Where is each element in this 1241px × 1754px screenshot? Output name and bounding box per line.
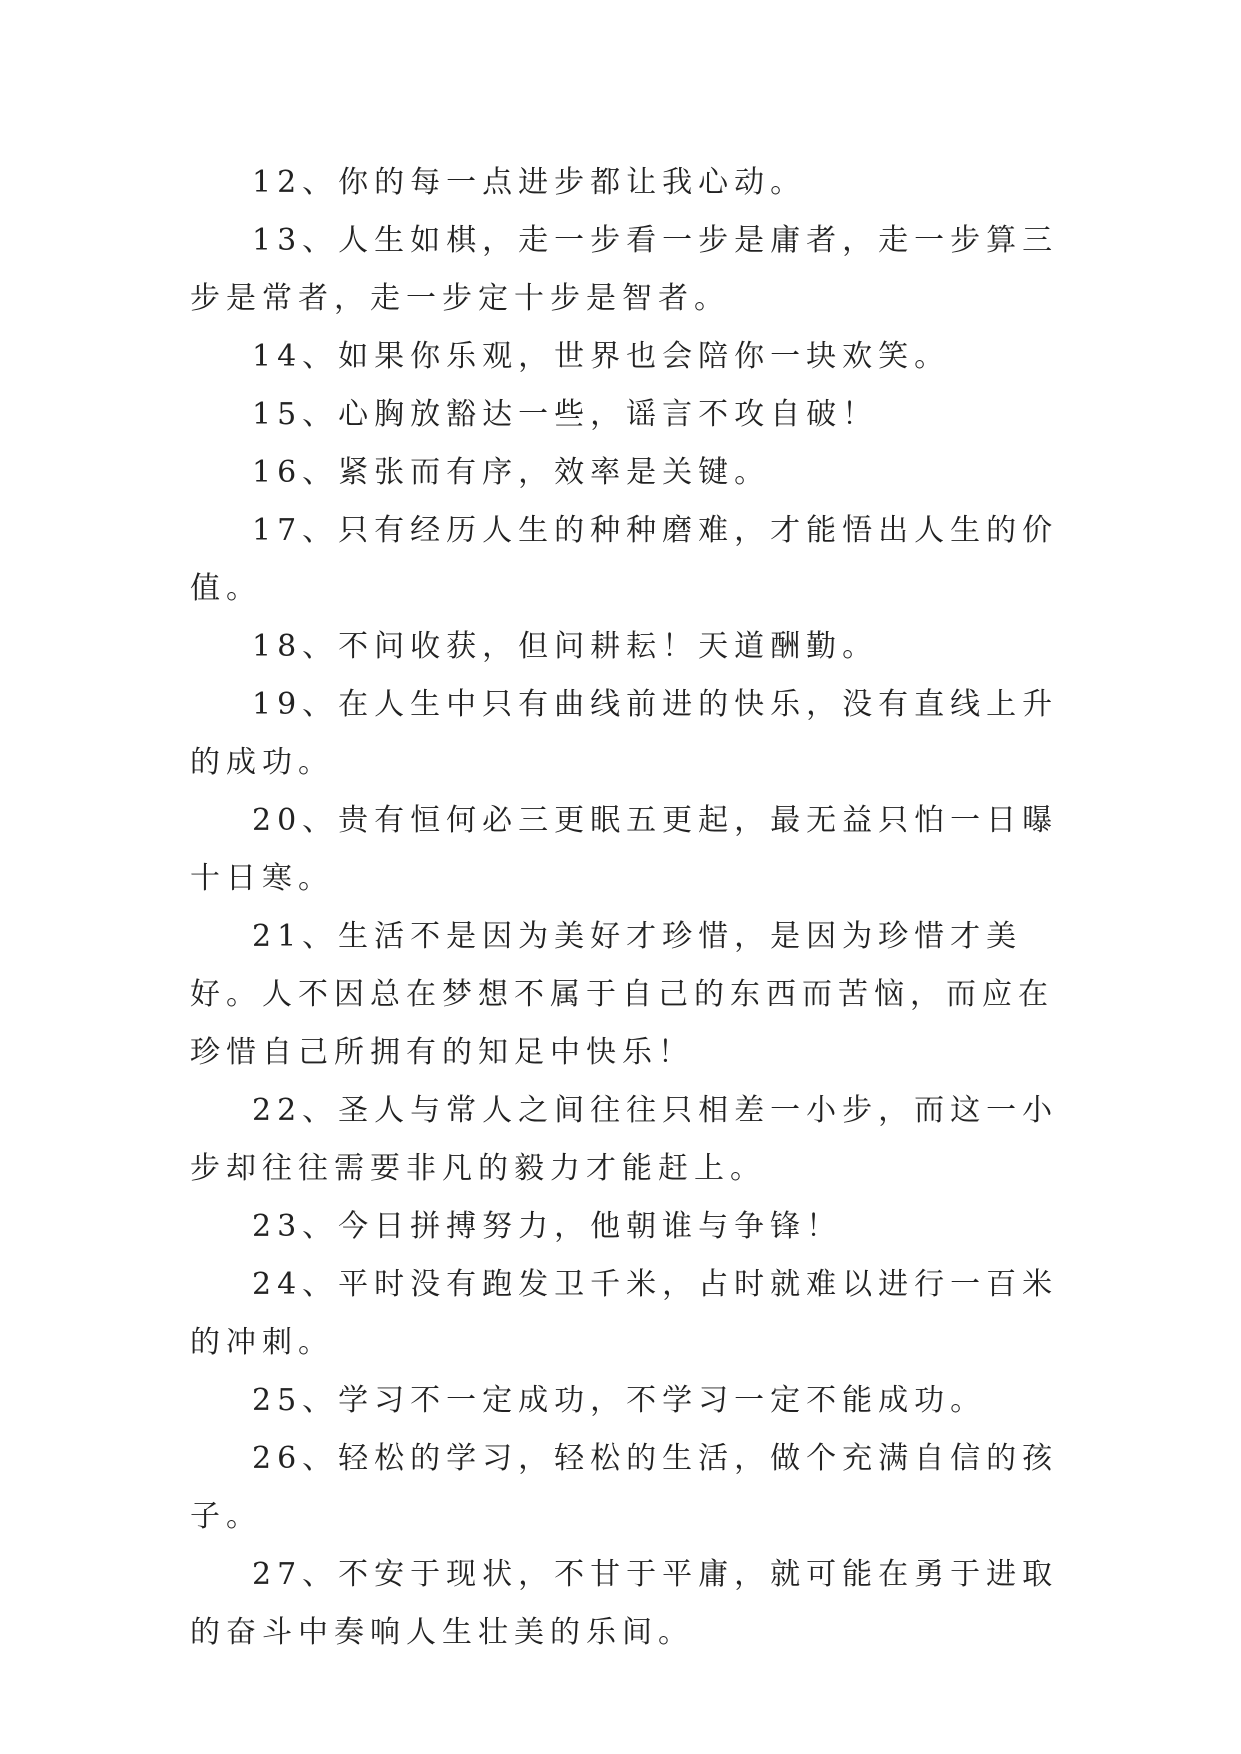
quote-paragraph-18: 18、不问收获，但问耕耘！天道酬勤。: [252, 629, 879, 664]
quote-paragraph-20: 20、贵有恒何必三更眠五更起，最无益只怕一日曝十日寒。: [190, 803, 1059, 896]
quote-paragraph-22: 22、圣人与常人之间往往只相差一小步，而这一小步却往往需要非凡的毅力才能赶上。: [190, 1093, 1059, 1186]
quote-paragraph-21: 21、生活不是因为美好才珍惜，是因为珍惜才美好。人不因总在梦想不属于自己的东西而苦恼，而应在珍惜自己所拥有的知足中快乐！: [190, 919, 1054, 1070]
document-body: [190, 154, 1060, 1662]
quote-paragraph-24: 24、平时没有跑发卫千米，占时就难以进行一百米的冲刺。: [190, 1267, 1059, 1360]
quote-paragraph-27: 27、不安于现状，不甘于平庸，就可能在勇于进取的奋斗中奏响人生壮美的乐间。: [190, 1557, 1059, 1650]
quote-paragraph-26: 26、轻松的学习，轻松的生活，做个充满自信的孩子。: [190, 1441, 1059, 1534]
quote-paragraph-23: 23、今日拼搏努力，他朝谁与争锋！: [252, 1209, 843, 1244]
quote-paragraph-25: 25、学习不一定成功，不学习一定不能成功。: [252, 1383, 987, 1418]
quote-paragraph-17: 17、只有经历人生的种种磨难，才能悟出人生的价值。: [190, 513, 1059, 606]
quote-paragraph-14: 14、如果你乐观，世界也会陪你一块欢笑。: [252, 339, 951, 374]
quote-paragraph-13: 13、人生如棋，走一步看一步是庸者，走一步算三步是常者，走一步定十步是智者。: [190, 223, 1059, 316]
quote-paragraph-19: 19、在人生中只有曲线前进的快乐，没有直线上升的成功。: [190, 687, 1059, 780]
quote-paragraph-12: 12、你的每一点进步都让我心动。: [252, 165, 807, 200]
quote-paragraph-15: 15、心胸放豁达一些，谣言不攻自破！: [252, 397, 879, 432]
quote-paragraph-16: 16、紧张而有序，效率是关键。: [252, 455, 771, 490]
